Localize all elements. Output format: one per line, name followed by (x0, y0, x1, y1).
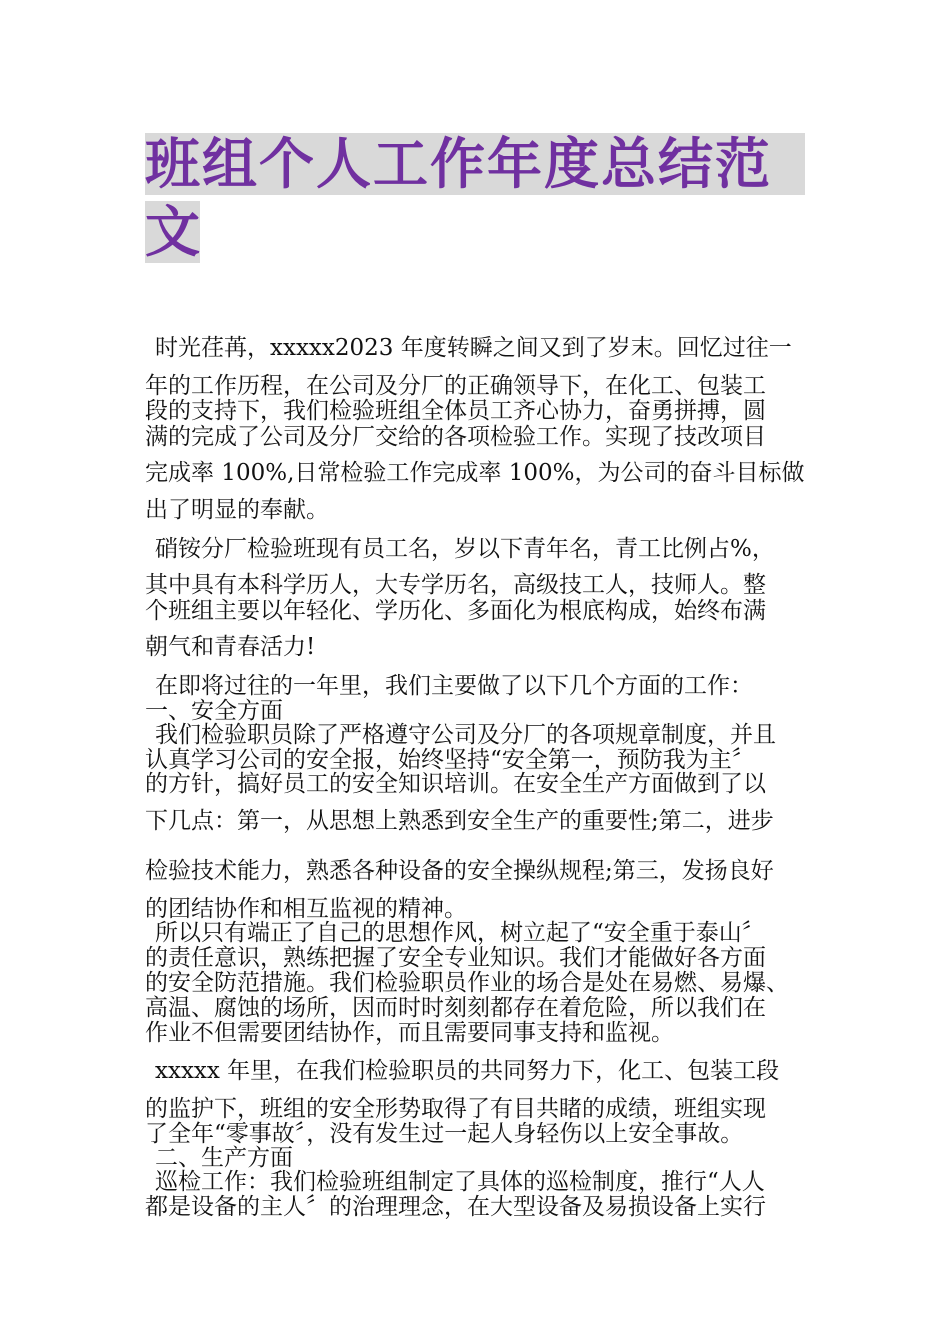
paragraph-line: 完成率 100%,日常检验工作完成率 100%，为公司的奋斗目标做 (145, 460, 805, 486)
section-heading: 二、生产方面 (155, 1145, 293, 1171)
paragraph-line: 都是设备的主人〞的治理理念，在大型设备及易损设备上实行 (145, 1194, 766, 1220)
paragraph-line: 作业不但需要团结协作，而且需要同事支持和监视。 (145, 1020, 674, 1046)
document-title-line-1: 班组个人工作年度总结范 (145, 133, 805, 195)
paragraph-line: 认真学习公司的安全报，始终坚持“安全第一，预防我为主〞 (145, 747, 755, 773)
paragraph-line: 的方针，搞好员工的安全知识培训。在安全生产方面做到了以 (145, 771, 766, 797)
paragraph-line: 满的完成了公司及分厂交给的各项检验工作。实现了技改项目 (145, 424, 766, 450)
paragraph-line: 检验技术能力，熟悉各种设备的安全操纵规程;第三，发扬良好 (145, 858, 774, 884)
paragraph-line: 的责任意识，熟练把握了安全专业知识。我们才能做好各方面 (145, 945, 766, 971)
paragraph-line: 下几点：第一，从思想上熟悉到安全生产的重要性;第二，进步 (145, 808, 774, 834)
paragraph-line: 所以只有端正了自己的思想作风，树立起了“安全重于泰山〞 (155, 920, 765, 946)
paragraph-line: 硝铵分厂检验班现有员工名，岁以下青年名，青工比例占%， (155, 536, 775, 562)
paragraph-line: 高温、腐蚀的场所，因而时时刻刻都存在着危险，所以我们在 (145, 995, 766, 1021)
paragraph-line: 朝气和青春活力! (145, 634, 316, 660)
paragraph-line: 个班组主要以年轻化、学历化、多面化为根底构成，始终布满 (145, 598, 766, 624)
paragraph-line: 的监护下，班组的安全形势取得了有目共睹的成绩，班组实现 (145, 1096, 766, 1122)
paragraph-line: xxxxx 年里，在我们检验职员的共同努力下，化工、包装工段 (155, 1058, 780, 1084)
paragraph-line: 其中具有本科学历人，大专学历名，高级技工人，技师人。整 (145, 572, 766, 598)
paragraph-line: 了全年“零事故〞，没有发生过一起人身轻伤以上安全事故。 (145, 1121, 744, 1147)
paragraph-line: 的安全防范措施。我们检验职员作业的场合是处在易燃、易爆、 (145, 970, 789, 996)
paragraph-line: 在即将过往的一年里，我们主要做了以下几个方面的工作： (155, 673, 753, 699)
paragraph-line: 我们检验职员除了严格遵守公司及分厂的各项规章制度，并且 (155, 722, 776, 748)
paragraph-line: 时光荏苒，xxxxx2023 年度转瞬之间又到了岁末。回忆过往一 (155, 335, 792, 361)
paragraph-line: 的团结协作和相互监视的精神。 (145, 896, 467, 922)
section-heading: 一、安全方面 (145, 698, 283, 724)
paragraph-line: 段的支持下，我们检验班组全体员工齐心协力，奋勇拼搏，圆 (145, 398, 766, 424)
paragraph-line: 巡检工作：我们检验班组制定了具体的巡检制度，推行“人人 (155, 1169, 765, 1195)
paragraph-line: 出了明显的奉献。 (145, 497, 329, 523)
document-title-line-2: 文 (145, 200, 201, 264)
paragraph-line: 年的工作历程，在公司及分厂的正确领导下，在化工、包装工 (145, 373, 766, 399)
